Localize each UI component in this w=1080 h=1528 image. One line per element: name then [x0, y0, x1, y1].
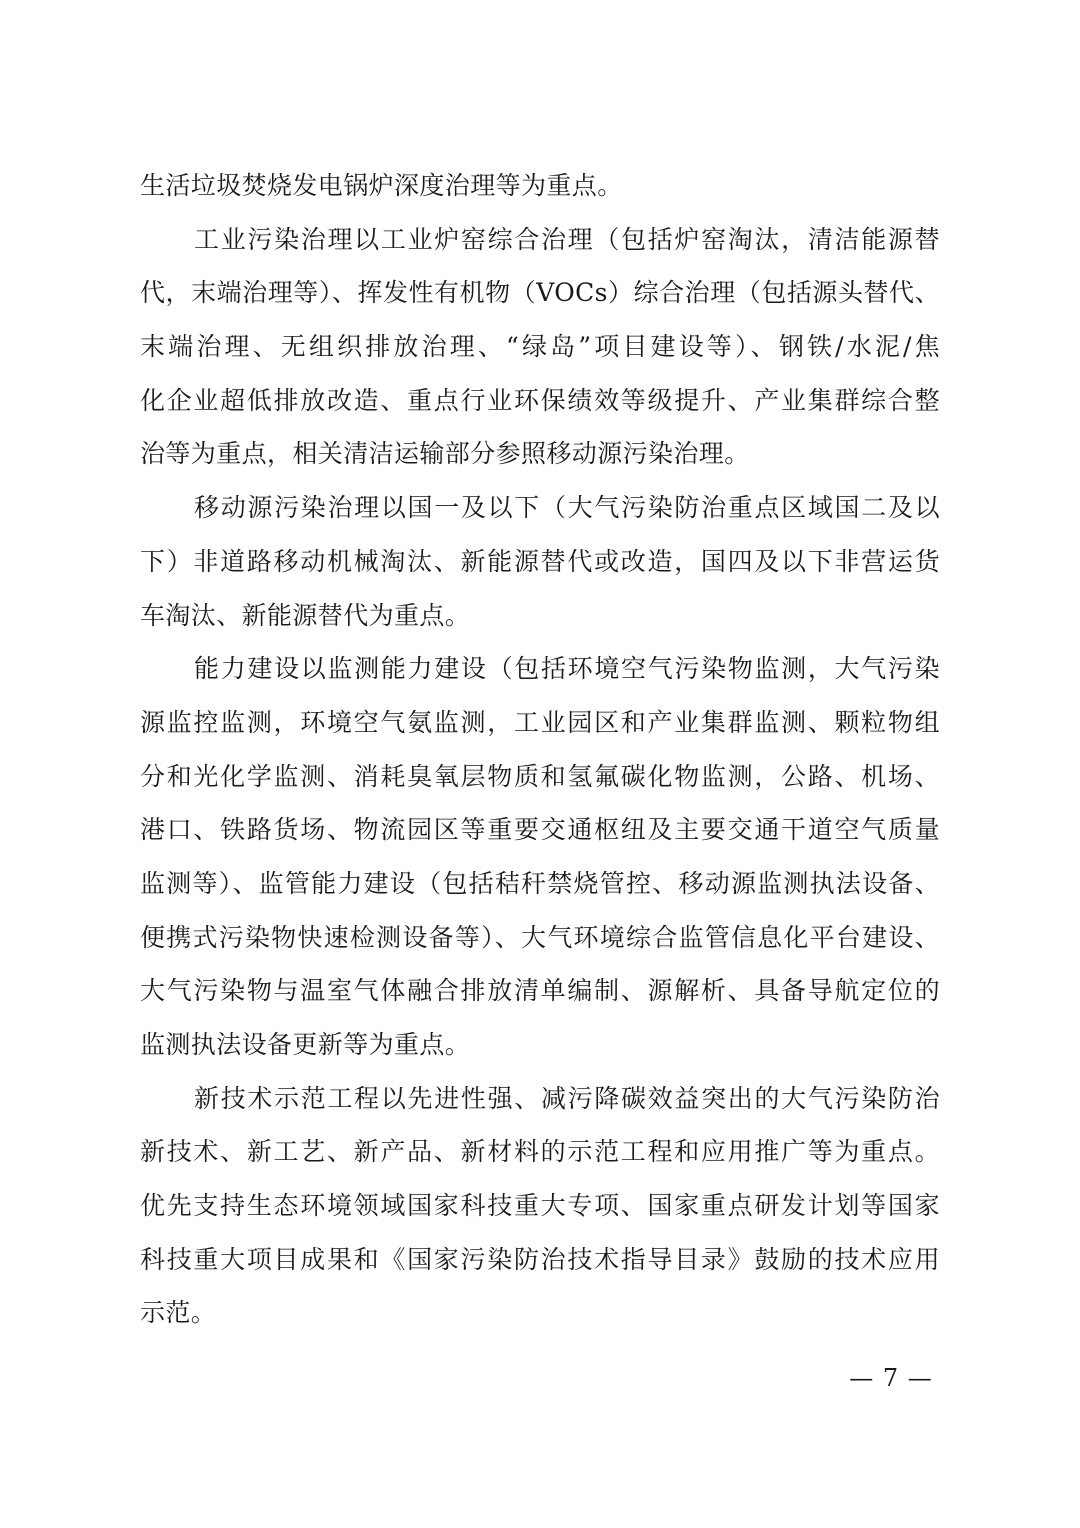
text-line: 代，末端治理等）、挥发性有机物（VOCs）综合治理（包括源头替代、 [140, 278, 940, 308]
text-line: 移动源污染治理以国一及以下（大气污染防治重点区域国二及以 [194, 493, 940, 523]
text-line: 能力建设以监测能力建设（包括环境空气污染物监测，大气污染 [194, 654, 940, 684]
text-line: 工业污染治理以工业炉窑综合治理（包括炉窑淘汰，清洁能源替 [194, 224, 940, 254]
text-line: 港口、铁路货场、物流园区等重要交通枢纽及主要交通干道空气质量 [140, 815, 940, 845]
text-line: 示范。 [140, 1298, 217, 1328]
text-line: 大气污染物与温室气体融合排放清单编制、源解析、具备导航定位的 [140, 976, 940, 1006]
text-line: 源监控监测，环境空气氨监测，工业园区和产业集群监测、颗粒物组 [140, 707, 940, 737]
text-line: 新技术示范工程以先进性强、减污降碳效益突出的大气污染防治 [194, 1083, 940, 1113]
text-line: 便携式污染物快速检测设备等）、大气环境综合监管信息化平台建设、 [140, 922, 940, 952]
text-line: 车淘汰、新能源替代为重点。 [140, 600, 471, 630]
page-number: — 7 — [849, 1364, 933, 1392]
text-line: 分和光化学监测、消耗臭氧层物质和氢氟碳化物监测，公路、机场、 [140, 761, 940, 791]
text-line: 监测等）、监管能力建设（包括秸秆禁烧管控、移动源监测执法设备、 [140, 868, 940, 898]
text-line: 科技重大项目成果和《国家污染防治技术指导目录》鼓励的技术应用 [140, 1244, 940, 1274]
text-line: 下）非道路移动机械淘汰、新能源替代或改造，国四及以下非营运货 [140, 546, 940, 576]
document-body [140, 159, 940, 1340]
text-line: 治等为重点，相关清洁运输部分参照移动源污染治理。 [140, 439, 750, 469]
text-line: 新技术、新工艺、新产品、新材料的示范工程和应用推广等为重点。 [140, 1137, 940, 1167]
text-line: 生活垃圾焚烧发电锅炉深度治理等为重点。 [140, 171, 623, 200]
text-line: 监测执法设备更新等为重点。 [140, 1030, 471, 1059]
text-line: 化企业超低排放改造、重点行业环保绩效等级提升、产业集群综合整 [140, 385, 940, 415]
text-line: 优先支持生态环境领域国家科技重大专项、国家重点研发计划等国家 [140, 1191, 940, 1221]
text-line: 末端治理、无组织排放治理、“绿岛”项目建设等）、钢铁/水泥/焦 [140, 332, 940, 362]
